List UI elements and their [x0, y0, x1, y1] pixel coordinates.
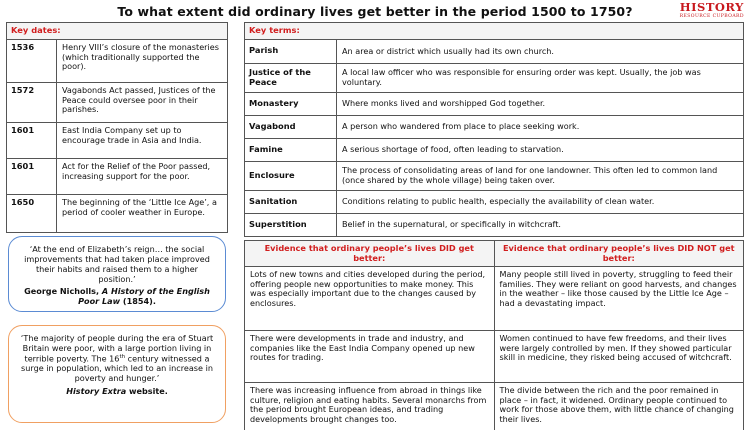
term-definition: An area or district which usually had its own church. — [337, 39, 744, 63]
date-year: 1650 — [7, 194, 57, 232]
date-event: Vagabonds Act passed, Justices of the Peace could oversee poor in their parishes. — [57, 82, 228, 122]
evidence-did-cell: There were developments in trade and industry, and companies like the East India Company opened up new routes for trading. — [245, 331, 495, 383]
table-row — [245, 63, 744, 92]
quote-nicholls — [8, 236, 226, 312]
table-row — [7, 82, 228, 122]
history-resource-cupboard-logo — [680, 2, 744, 19]
table-row — [245, 138, 744, 161]
table-row — [245, 190, 744, 213]
term-definition: A person who wandered from place to place seeking work. — [337, 115, 744, 138]
table-row — [7, 158, 228, 194]
term: Famine — [245, 138, 337, 161]
table-row — [245, 39, 744, 63]
logo-line-1: HISTORY — [679, 0, 744, 14]
evidence-table — [244, 240, 744, 430]
quote-source — [19, 387, 215, 397]
date-event: The beginning of the ‘Little Ice Age’, a period of cooler weather in Europe. — [57, 194, 228, 232]
term: Justice of the Peace — [245, 63, 337, 92]
table-row — [7, 122, 228, 158]
table-row — [245, 267, 744, 331]
table-row — [245, 331, 744, 383]
quote-source-name: History Extra — [66, 385, 127, 396]
page-title: To what extent did ordinary lives get better in the period 1500 to 1750? — [117, 4, 633, 19]
table-row — [7, 194, 228, 232]
table-row — [245, 383, 744, 430]
date-event: Act for the Relief of the Poor passed, increasing support for the poor. — [57, 158, 228, 194]
evidence-not-cell: Women continued to have few freedoms, and their lives were largely controlled by men. If they showed particular skill in medicine, they risked being accused of witchcraft. — [494, 331, 744, 383]
date-event: Henry VIII’s closure of the monasteries (which traditionally supported the poor). — [57, 39, 228, 82]
key-dates-table — [6, 22, 228, 233]
quote-text: ‘At the end of Elizabeth’s reign… the social improvements that had taken place improved their habits and raised them to a higher position.’ — [24, 244, 210, 284]
term: Vagabond — [245, 115, 337, 138]
term: Superstition — [245, 213, 337, 236]
table-row — [245, 213, 744, 236]
quote-source: George Nicholls, A History of the English Poor Law (1854). — [24, 286, 210, 307]
evidence-did-cell: Lots of new towns and cities developed during the period, offering people new opportunities to make money. This was especially important due to the changes caused by enclosures. — [245, 267, 495, 331]
term: Monastery — [245, 92, 337, 115]
quote-source-suffix: website. — [126, 385, 168, 396]
table-row — [245, 115, 744, 138]
table-row — [245, 92, 744, 115]
term-definition: A local law officer who was responsible for ensuring order was kept. Usually, the job was voluntary. — [337, 63, 744, 92]
key-terms-header: Key terms: — [245, 23, 744, 40]
quote-text-part: century witnessed a surge in population, which led to an increase in poverty and hunger.’ — [21, 353, 213, 384]
evidence-not-cell: Many people still lived in poverty, struggling to feed their families. They were reliant on good harvests, and changes in the weather – like those caused by the Little Ice Age – had a devastating impact. — [494, 267, 744, 331]
term: Enclosure — [245, 161, 337, 190]
date-year: 1536 — [7, 39, 57, 82]
quote-superscript: th — [119, 353, 126, 360]
quote-work: A History of the English Poor Law — [78, 286, 210, 307]
key-dates-header: Key dates: — [7, 23, 228, 40]
evidence-not-cell: The divide between the rich and the poor remained in place – in fact, it widened. Ordinary people continued to work for those above them, with little chance of changing their lives. — [494, 383, 744, 430]
term: Parish — [245, 39, 337, 63]
quote-author: George Nicholls — [24, 286, 96, 297]
date-year: 1572 — [7, 82, 57, 122]
logo-line-2: RESOURCE CUPBOARD — [679, 13, 744, 19]
key-terms-table — [244, 22, 744, 237]
date-year: 1601 — [7, 158, 57, 194]
quote-text — [19, 334, 215, 384]
quote-year: (1854). — [122, 296, 156, 307]
term-definition: Where monks lived and worshipped God together. — [337, 92, 744, 115]
evidence-did-cell: There was increasing influence from abroad in things like culture, religion and eating habits. Several monarchs from the period brought European ideas, and trading developments brought changes too. — [245, 383, 495, 430]
quote-history-extra — [8, 325, 226, 423]
term-definition: Belief in the supernatural, or specifically in witchcraft. — [337, 213, 744, 236]
evidence-did-header: Evidence that ordinary people’s lives DID get better: — [245, 241, 495, 267]
quote-text-part: ‘The majority of people during the era of Stuart Britain were poor, with a large portion living in terrible poverty. The 16 — [20, 333, 214, 364]
term-definition: Conditions relating to public health, especially the availability of clean water. — [337, 190, 744, 213]
table-row — [245, 161, 744, 190]
term-definition: A serious shortage of food, often leading to starvation. — [337, 138, 744, 161]
term-definition: The process of consolidating areas of land for one landowner. This often led to common land (once shared by the whole village) being taken over. — [337, 161, 744, 190]
date-event: East India Company set up to encourage trade in Asia and India. — [57, 122, 228, 158]
evidence-not-header: Evidence that ordinary people’s lives DID NOT get better: — [494, 241, 744, 267]
table-row — [7, 39, 228, 82]
term: Sanitation — [245, 190, 337, 213]
date-year: 1601 — [7, 122, 57, 158]
